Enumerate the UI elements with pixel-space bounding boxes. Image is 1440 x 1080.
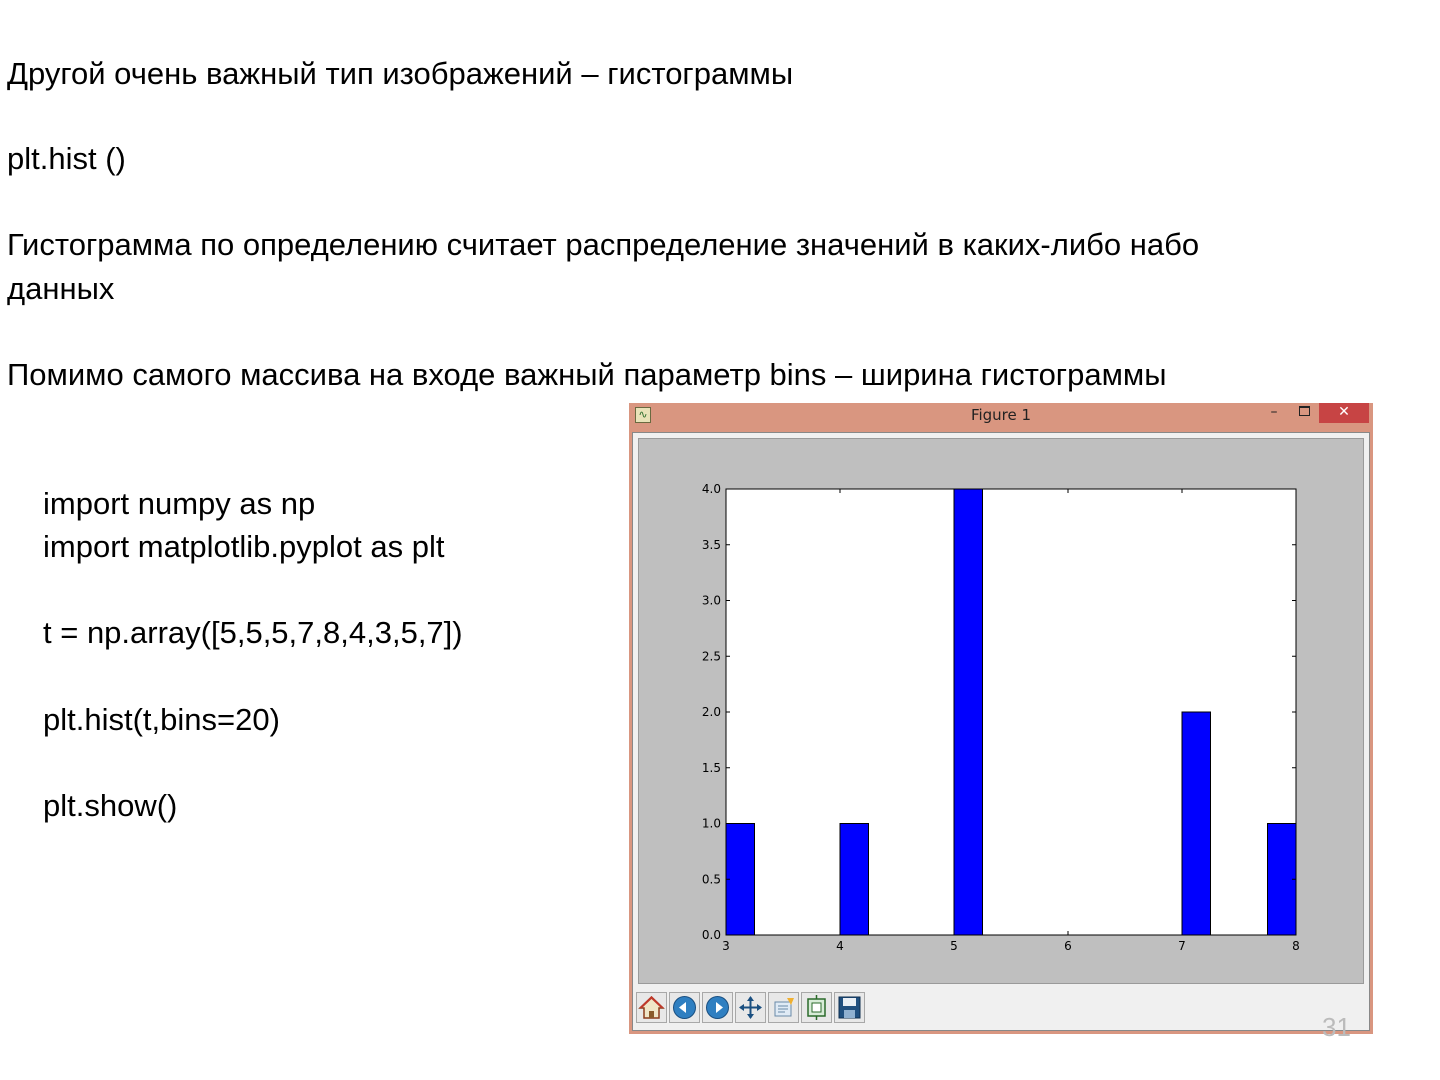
home-icon — [637, 993, 666, 1022]
app-icon[interactable]: ∿ — [635, 407, 651, 423]
navigation-toolbar — [634, 989, 1368, 1027]
slide-text-bins: Помимо самого массива на входе важный параметр bins – ширина гистограммы — [7, 357, 1167, 392]
histogram-chart — [639, 439, 1363, 983]
x-tick-label: 7 — [1178, 939, 1186, 953]
x-tick-label: 5 — [950, 939, 958, 953]
y-tick-label: 0.5 — [701, 872, 721, 887]
window-client — [632, 432, 1370, 1031]
y-tick-label: 4.0 — [701, 482, 721, 496]
forward-icon — [703, 993, 732, 1022]
window-title: Figure 1 — [970, 406, 1032, 424]
pan-button[interactable] — [735, 992, 766, 1023]
figure-canvas[interactable] — [638, 438, 1364, 984]
figure-window[interactable] — [629, 403, 1373, 1034]
x-tick-label: 8 — [1292, 939, 1300, 953]
code-line-2: import matplotlib.pyplot as plt — [43, 529, 445, 564]
back-button[interactable] — [669, 992, 700, 1023]
maximize-button[interactable] — [1289, 403, 1319, 423]
minimize-button[interactable]: – — [1270, 404, 1278, 420]
y-tick-label: 3.0 — [701, 593, 721, 608]
histogram-bar — [1182, 712, 1211, 935]
window-titlebar[interactable] — [629, 403, 1373, 431]
y-tick-label: 3.5 — [701, 537, 721, 552]
slide-page-number: 31 — [1322, 1012, 1351, 1042]
code-line-5: plt.show() — [43, 788, 178, 823]
y-tick-label: 2.5 — [701, 649, 721, 664]
save-button[interactable] — [834, 992, 865, 1023]
zoom-button[interactable] — [768, 992, 799, 1023]
histogram-bar — [726, 824, 755, 936]
y-tick-label: 2.0 — [701, 705, 721, 719]
x-tick-label: 3 — [722, 939, 730, 953]
histogram-bar — [840, 824, 869, 936]
code-line-3: t = np.array([5,5,5,7,8,4,3,5,7]) — [43, 615, 463, 650]
back-icon — [670, 993, 699, 1022]
slide-text-intro: Другой очень важный тип изображений – гистограммы — [7, 56, 794, 91]
close-button[interactable]: ✕ — [1319, 403, 1369, 423]
code-line-4: plt.hist(t,bins=20) — [43, 702, 280, 737]
zoom-icon — [769, 993, 798, 1022]
slide-text-definition-cont: данных — [7, 271, 115, 306]
slide-text-function: plt.hist () — [7, 141, 126, 176]
pan-icon — [736, 993, 765, 1022]
home-button[interactable] — [636, 992, 667, 1023]
y-tick-label: 1.5 — [701, 760, 721, 775]
subplots-button[interactable] — [801, 992, 832, 1023]
subplots-icon — [802, 993, 831, 1022]
histogram-bar — [1268, 824, 1297, 936]
code-line-1: import numpy as np — [43, 486, 316, 521]
x-tick-label: 6 — [1064, 939, 1072, 953]
forward-button[interactable] — [702, 992, 733, 1023]
maximize-icon — [1299, 406, 1310, 416]
histogram-bar — [954, 489, 983, 935]
y-tick-label: 1.0 — [701, 816, 721, 831]
x-tick-label: 4 — [836, 939, 844, 953]
save-icon — [835, 993, 864, 1022]
slide-text-definition: Гистограмма по определению считает распределение значений в каких-либо набо — [7, 227, 1200, 262]
y-tick-label: 0.0 — [701, 928, 721, 942]
